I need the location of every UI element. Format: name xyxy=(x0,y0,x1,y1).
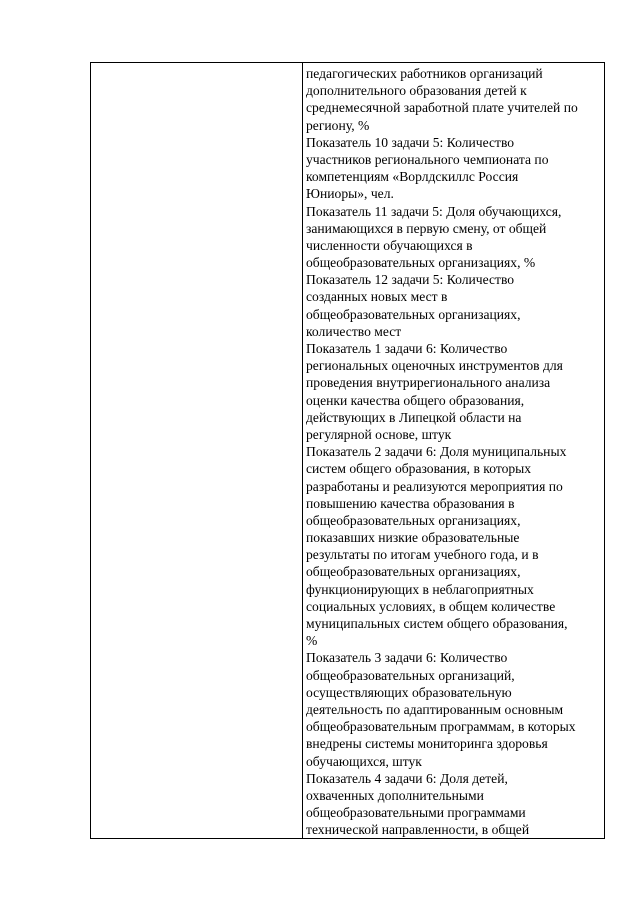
text-line: общеобразовательных организациях, xyxy=(306,512,521,528)
text-line: показавших низкие образовательные xyxy=(306,530,520,546)
text-line: муниципальных систем общего образования, xyxy=(306,616,568,631)
text-line: общеобразовательных организаций, xyxy=(306,667,515,683)
text-line: повышению качества образования в xyxy=(306,495,515,511)
text-line: социальных условиях, в общем количестве xyxy=(306,598,556,614)
text-line: компетенциям «Ворлдскиллс Россия xyxy=(306,169,519,185)
text-line: технической направленности, в общей xyxy=(306,822,530,838)
text-line: Показатель 2 задачи 6: Доля муниципальных xyxy=(306,444,567,460)
text-line: количество мест xyxy=(306,323,402,339)
text-line: Показатель 3 задачи 6: Количество xyxy=(306,650,508,666)
text-line: среднемесячной заработной плате учителей по xyxy=(306,100,578,116)
text-line: деятельность по адаптированным основным xyxy=(306,701,564,717)
text-line: разработаны и реализуются мероприятия по xyxy=(306,478,563,494)
text-line: осуществляющих образовательную xyxy=(306,684,512,700)
text-line: Показатель 1 задачи 6: Количество xyxy=(306,341,508,356)
text-line: охваченных дополнительными xyxy=(306,787,484,803)
text-line: Показатель 10 задачи 5: Количество xyxy=(306,134,515,150)
text-line: Показатель 12 задачи 5: Количество xyxy=(306,272,515,288)
text-line: созданных новых мест в xyxy=(306,289,448,305)
text-line: регулярной основе, штук xyxy=(306,426,452,442)
indicators-table xyxy=(90,62,605,839)
text-line: функционирующих в неблагоприятных xyxy=(306,581,534,597)
text-line: общеобразовательным программам, в которых xyxy=(306,719,576,735)
text-line: общеобразовательных организациях, xyxy=(306,306,521,322)
table-left-cell xyxy=(91,63,302,838)
text-line: результаты по итогам учебного года, и в xyxy=(306,547,539,563)
text-line: занимающихся в первую смену, от общей xyxy=(306,220,547,236)
text-line: общеобразовательных организациях, % xyxy=(306,255,536,271)
text-line: общеобразовательных организациях, xyxy=(306,564,521,580)
text-line: систем общего образования, в которых xyxy=(306,461,532,477)
text-line: педагогических работников организаций xyxy=(306,66,543,81)
text-line: региону, % xyxy=(306,117,370,133)
text-line: Показатель 4 задачи 6: Доля детей, xyxy=(306,770,508,786)
text-line: региональных оценочных инструментов для xyxy=(306,358,563,374)
text-line: действующих в Липецкой области на xyxy=(306,409,522,425)
text-line: внедрены системы мониторинга здоровья xyxy=(306,736,548,752)
text-line: оценки качества общего образования, xyxy=(306,392,525,408)
text-line: Юниоры», чел. xyxy=(306,186,394,202)
text-line: участников регионального чемпионата по xyxy=(306,151,549,167)
text-line: численности обучающихся в xyxy=(306,237,473,253)
text-line: проведения внутрирегионального анализа xyxy=(306,375,551,391)
text-line: общеобразовательными программами xyxy=(306,805,526,821)
table-right-cell xyxy=(303,65,605,840)
text-line: дополнительного образования детей к xyxy=(306,83,527,99)
text-line: Показатель 11 задачи 5: Доля обучающихся, xyxy=(306,203,562,219)
text-line: % xyxy=(306,633,318,649)
text-line: обучающихся, штук xyxy=(306,753,422,769)
